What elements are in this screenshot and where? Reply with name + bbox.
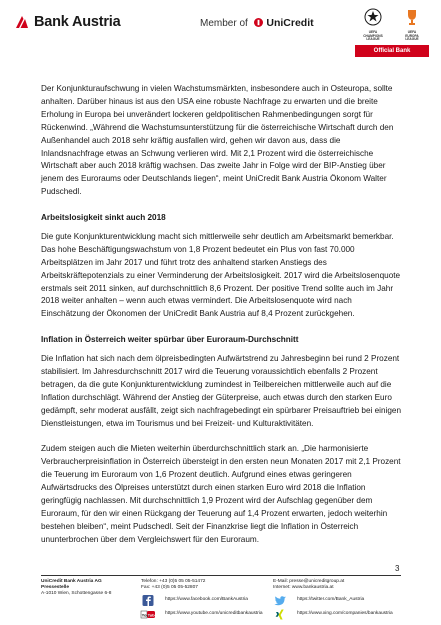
footer-address: A-1010 Wien, Schottengasse 6-8 bbox=[41, 591, 112, 597]
footer-phone-block bbox=[141, 579, 261, 591]
europa-league-logo bbox=[396, 8, 428, 42]
unicredit-logo-icon bbox=[254, 18, 263, 27]
heading-inflation: Inflation in Österreich weiter spürbar über Euroraum-Durchschnitt bbox=[41, 335, 299, 345]
footer-phone: Telefon: +43 (0)5 05 05-51472 bbox=[141, 579, 206, 584]
official-bank-badge: Official Bank bbox=[355, 45, 429, 57]
page-number: 3 bbox=[395, 564, 400, 573]
footer-divider bbox=[41, 575, 401, 576]
svg-text:Tube: Tube bbox=[147, 612, 157, 618]
youtube-icon bbox=[141, 609, 155, 620]
member-prefix: Member of bbox=[200, 18, 248, 29]
paragraph-rents: Zudem steigen auch die Mieten weiterhin überdurchschnittlich stark an. „Die harmonisierte Verbraucherpreisinflation in Österreich übersteigt in den ersten neun Monaten 2017 mit 2,1 Prozent die Teuerung im Euroraum von 1,6 Prozent deutlich. Aufgrund eines etwas geringeren Aufwärtsdrucks des Ölpreises unterstützt durch einen starken Euro wird 2018 die Inflation geringfügig nachlassen. Mit durchschnittlich 1,9 Prozent wird der Aufschlag gegenüber dem Euroraum, für den wir einen Rückgang der Teuerung auf 1,4 Prozent erwarten, jedoch weiterhin bestehen bleiben“, meint Pudschedl. Seit der Finanzkrise liegt die Inflation in Österreich ununterbrochen über dem Vergleichswert für den Euroraum. bbox=[41, 444, 401, 544]
facebook-icon bbox=[141, 595, 155, 606]
twitter-link[interactable] bbox=[273, 595, 364, 606]
xing-icon bbox=[273, 609, 287, 620]
facebook-link[interactable] bbox=[141, 595, 248, 606]
footer-company-block bbox=[41, 579, 141, 598]
xing-url[interactable]: https://www.xing.com/companies/bankaustria bbox=[297, 611, 393, 617]
footer-internet[interactable]: Internet: www.bankaustria.at bbox=[273, 585, 334, 591]
champions-line-2: CHAMPIONS bbox=[363, 33, 383, 38]
bank-austria-logo bbox=[14, 14, 121, 30]
member-brand: UniCredit bbox=[266, 17, 314, 29]
europa-line-2: EUROPA bbox=[405, 33, 419, 38]
bank-austria-logo-icon bbox=[14, 14, 30, 30]
footer-company: UniCredit Bank Austria AG bbox=[41, 579, 102, 584]
facebook-url[interactable]: https://www.facebook.com/BankAustria bbox=[165, 597, 248, 603]
paragraph-outlook: Der Konjunkturaufschwung in vielen Wachstumsmärkten, insbesondere auch in Osteuropa, sollte anhalten. Darüber hinaus ist aus den USA eine robuste Nachfrage zu erwarten und die breite Erholung in Europa bei unverändert lockeren geldpolitischen Rahmenbedingungen sorgt für Rückenwind. „Während die Wachstumsunterstützung für die österreichische Wirtschaft durch den Außenhandel auch 2018 sehr kräftig ausfallen wird, gehen wir davon aus, dass die Inlandsnachfrage etwas an Schwung verlieren wird. Mit 2,1 Prozent wird die österreichische Wirtschaft aber auch 2018 kräftig wachsen. Das zweite Jahr in Folge wird der BIP-Anstieg über jenem des Euroraums oder Deutschlands liegen“, meint UniCredit Bank Austria Ökonom Walter Pudschedl. bbox=[41, 84, 394, 197]
xing-link[interactable] bbox=[273, 609, 393, 620]
member-of-unicredit bbox=[200, 17, 314, 29]
europa-line-1: UEFA bbox=[407, 30, 417, 34]
footer-fax: Fax: +43 (0)5 05 05-52807 bbox=[141, 585, 198, 591]
europa-cup-icon bbox=[403, 8, 421, 26]
paragraph-unemployment: Die gute Konjunkturentwicklung macht sich mittlerweile sehr deutlich am Arbeitsmarkt bemerkbar. Das hohe Beschäftigungswachstum von 1,8 Prozent bedeutet ein Plus von fast 70.000 Arbeitsplätzen im Jahr 2017 und führt trotz des anhaltend starken Anstiegs des Arbeitskräftepotenzials zu einer Verminderung der Arbeitslosigkeit. 2017 wird die Arbeitslosenquote erstmals seit 2011 sinken, auf durchschnittlich 8,6 Prozent. Der positive Trend sollte auch im Jahr 2018 weiter anhalten – wenn auch etwas vermindert. Die Arbeitslosenquote wird nach Einschätzung der Ökonomen der UniCredit Bank Austria auf 8,4 Prozent zurückgehen. bbox=[41, 231, 401, 319]
youtube-url[interactable]: https://www.youtube.com/unicreditbankaustria bbox=[165, 611, 263, 617]
champions-line-3: LEAGUE bbox=[366, 37, 380, 42]
footer-email[interactable]: E-Mail: presse@unicreditgroup.at bbox=[273, 579, 345, 584]
brand-name: Bank Austria bbox=[34, 14, 121, 30]
footer-contact-block bbox=[273, 579, 403, 591]
youtube-link[interactable] bbox=[141, 609, 263, 620]
champions-league-logo bbox=[357, 8, 389, 42]
twitter-url[interactable]: https://twitter.com/Bank_Austria bbox=[297, 597, 365, 603]
champions-star-ball-icon bbox=[364, 8, 382, 26]
paragraph-inflation: Die Inflation hat sich nach dem ölpreisbedingten Aufwärtstrend zu Jahresbeginn bei rund 2 Prozent stabilisiert. Im Jahresdurchschnitt 2017 wird die Teuerung voraussichtlich ebenfalls 2 Prozent betragen, da die gute Konjunkturentwicklung zumindest in Teilbereichen mittlerweile auch auf die Inflation durchschlägt. Während der Anstieg der Güterpreise, auch etwas durch den starken Euro gedämpft, sehr moderat ausfällt, zeigt sich nachfragebedingt ein spürbarer Preisauftrieb bei einigen Dienstleistungen, etwa im Tourismus und bei Freizeit- und Kulturaktivitäten. bbox=[41, 354, 402, 428]
heading-unemployment: Arbeitslosigkeit sinkt auch 2018 bbox=[41, 213, 166, 223]
champions-line-1: UEFA bbox=[368, 30, 378, 34]
twitter-icon bbox=[273, 595, 287, 606]
europa-line-3: LEAGUE bbox=[405, 37, 419, 42]
press-release-body bbox=[41, 83, 403, 560]
svg-text:You: You bbox=[141, 612, 149, 618]
footer-dept: Pressestelle bbox=[41, 585, 70, 591]
